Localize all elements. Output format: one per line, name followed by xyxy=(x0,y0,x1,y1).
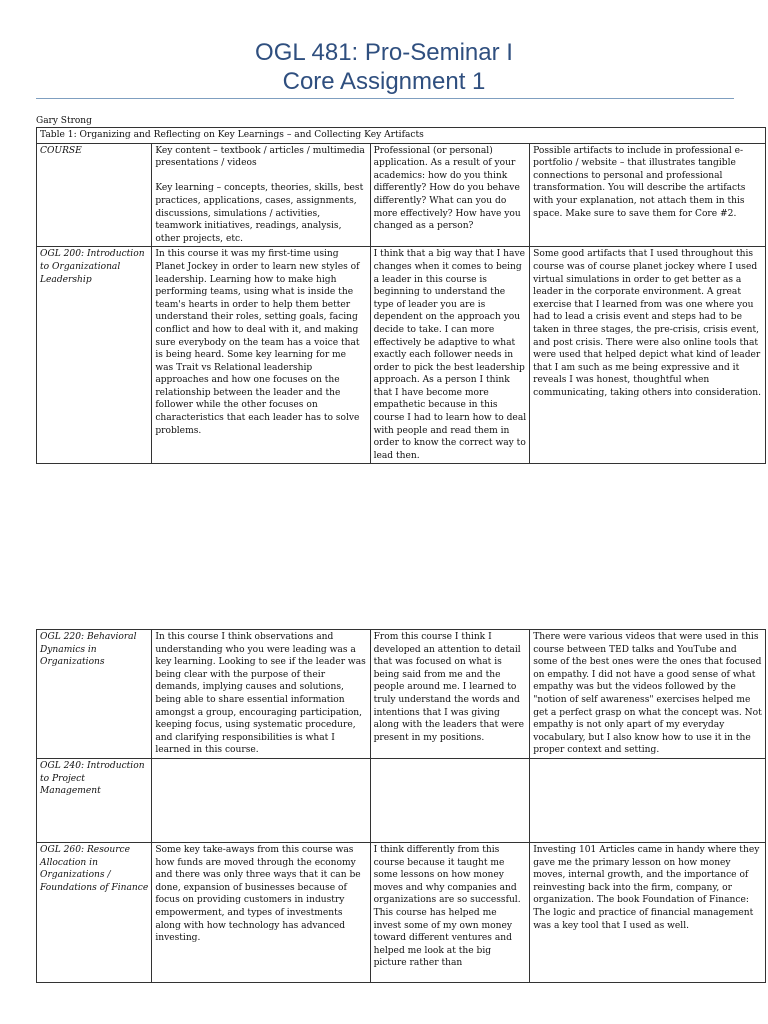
key-learning-cell: In this course it was my first-time using Planet Jockey in order to learn new styles of leadership. Learning how to make high performing teams, using what is inside the team's hearts in order to help them better understand their roles, setting goals, facing conflict and how to deal with it, and making sure everybody on the team has a voice that is being heard. Some key learning for me was Trait vs Relational leadership approaches and how one focuses on the relationship between the leader and the follower while the other focuses on characteristics that each leader has to solve problems. xyxy=(152,247,370,464)
header-application: Professional (or personal) application. As a result of your academics: how do you think differently? How do you behave differently? What can you do more effectively? How have you changed as a person? xyxy=(370,143,530,247)
artifacts-cell xyxy=(530,758,766,842)
table-row xyxy=(37,247,766,464)
table-row xyxy=(37,758,766,842)
application-cell: I think differently from this course because it taught me some lessons on how money moves and why companies and organizations are so successful. This course has helped me invest some of my own money toward different ventures and helped me look at the big picture rather than xyxy=(370,842,530,982)
table-caption-row xyxy=(37,128,766,144)
artifacts-cell: Investing 101 Articles came in handy where they gave me the primary lesson on how money moves, internal growth, and the importance of reinvesting back into the firm, company, or organization. The book Foundation of Finance: The logic and practice of financial management was a key tool that I used as well. xyxy=(530,842,766,982)
course-name: OGL 200: Introduction to Organizational Leadership xyxy=(37,247,152,464)
author-name: Gary Strong xyxy=(36,116,92,126)
key-learnings-table xyxy=(36,127,766,464)
application-cell: From this course I think I developed an attention to detail that was focused on what is being said from me and the people around me. I learned to truly understand the words and intentions that I was giving along with the leaders that were present in my positions. xyxy=(370,630,530,759)
header-course: COURSE xyxy=(37,143,152,247)
table-row xyxy=(37,842,766,982)
document-title: OGL 481: Pro-Seminar I xyxy=(255,39,513,66)
course-name: OGL 240: Introduction to Project Management xyxy=(37,758,152,842)
table-caption: Table 1: Organizing and Reflecting on Key Learnings – and Collecting Key Artifacts xyxy=(37,128,766,144)
course-name: OGL 220: Behavioral Dynamics in Organizations xyxy=(37,630,152,759)
table-header-row xyxy=(37,143,766,247)
application-cell xyxy=(370,758,530,842)
header-artifacts: Possible artifacts to include in professional e-portfolio / website – that illustrates tangible connections to personal and professional transformation. You will describe the artifacts with your explanation, not attach them in this space. Make sure to save them for Core #2. xyxy=(530,143,766,247)
key-learning-cell xyxy=(152,758,370,842)
application-cell: I think that a big way that I have changes when it comes to being a leader in this course is beginning to understand the type of leader you are is dependent on the approach you decide to take. I can more effectively be adaptive to what exactly each follower needs in order to pick the best leadership approach. As a person I think that I have become more empathetic because in this course I had to learn how to deal with people and read them in order to know the correct way to lead then. xyxy=(370,247,530,464)
key-learnings-table-continued xyxy=(36,629,766,983)
course-name: OGL 260: Resource Allocation in Organizations / Foundations of Finance xyxy=(37,842,152,982)
document-subtitle: Core Assignment 1 xyxy=(282,68,486,95)
key-learning-cell: Some key take-aways from this course was how funds are moved through the economy and there was only three ways that it can be done, expansion of businesses because of focus on providing customers in industry empowerment, and types of investments along with how technology has advanced investing. xyxy=(152,842,370,982)
title-divider xyxy=(36,98,734,99)
table-row xyxy=(37,630,766,759)
artifacts-cell: There were various videos that were used in this course between TED talks and YouTube and some of the best ones were the ones that focused on empathy. I did not have a good sense of what empathy was but the videos followed by the "notion of self awareness" exercises helped me get a perfect grasp on what the concept was. Not empathy is not only apart of my everyday vocabulary, but I also know how to use it in the proper context and setting. xyxy=(530,630,766,759)
artifacts-cell: Some good artifacts that I used throughout this course was of course planet jockey where I used virtual simulations in order to get better as a leader in the corporate environment. A great exercise that I learned from was one where you had to lead a crisis event and steps had to be taken in three stages, the pre-crisis, crisis event, and post crisis. There were also online tools that were used that helped depict what kind of leader that I am such as me being expressive and it reveals I was honest, thoughtful when communicating, taking others into consideration. xyxy=(530,247,766,464)
header-key-content: Key content – textbook / articles / multimedia presentations / videos Key learning – concepts, theories, skills, best practices, applications, cases, assignments, discussions, simulations / activities, teamwork initiatives, readings, analysis, other projects, etc. xyxy=(152,143,370,247)
key-learning-cell: In this course I think observations and understanding who you were leading was a key learning. Looking to see if the leader was being clear with the purpose of their demands, implying causes and solutions, being able to share essential information amongst a group, encouraging participation, keeping focus, using systematic procedure, and clarifying responsibilities is what I learned in this course. xyxy=(152,630,370,759)
